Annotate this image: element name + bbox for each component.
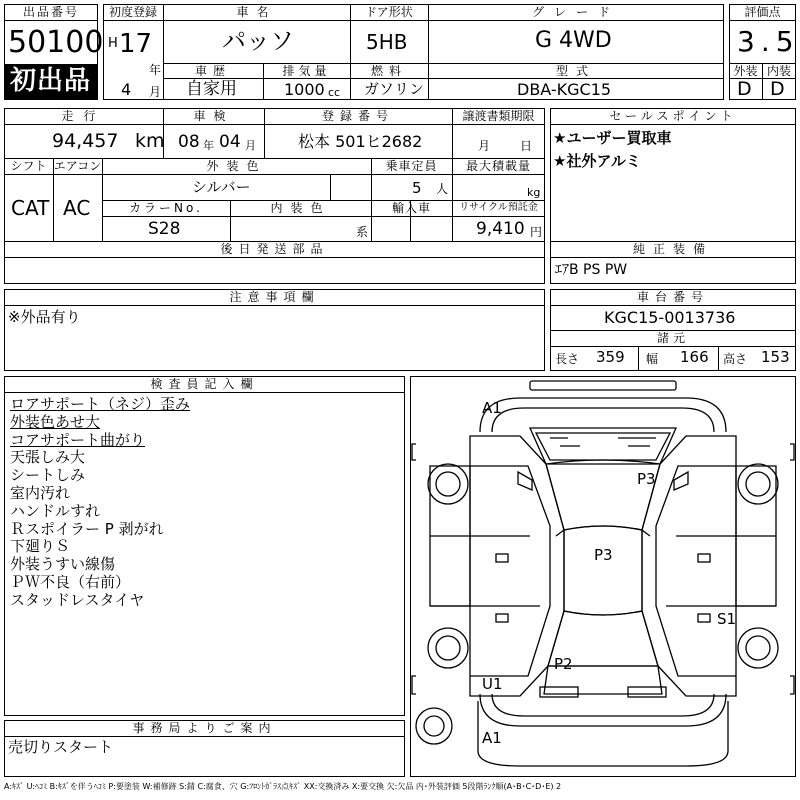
interior-grade: D bbox=[770, 78, 785, 100]
inspector-line: シートしみ bbox=[10, 466, 86, 485]
inspector-line: ロアサポート（ネジ）歪み bbox=[10, 395, 191, 413]
office-label: 事務局よりご案内 bbox=[132, 721, 277, 735]
aircon-value: AC bbox=[63, 196, 91, 220]
shift-label: シフト bbox=[10, 159, 47, 173]
grade-label: グレード bbox=[531, 5, 620, 19]
specs-label: 諸元 bbox=[656, 331, 689, 345]
width-value: 166 bbox=[680, 348, 709, 366]
lot-label: 出品番号 bbox=[22, 5, 79, 19]
ext-color-value: シルバー bbox=[192, 178, 251, 196]
year-value: 17 bbox=[119, 29, 153, 59]
fuel-label: 燃料 bbox=[370, 64, 407, 78]
year-unit: 年 bbox=[149, 63, 162, 77]
chassis-value: KGC15-0013736 bbox=[604, 308, 736, 327]
inspector-line: 天張しみ大 bbox=[10, 448, 86, 467]
damage-mark-p3-roof: P3 bbox=[594, 546, 613, 564]
load-label: 最大積載量 bbox=[465, 159, 531, 173]
month-unit: 月 bbox=[149, 85, 162, 99]
mileage-unit: km bbox=[135, 130, 165, 152]
displacement-label: 排気量 bbox=[282, 64, 331, 78]
color-no-label: カラーNo. bbox=[129, 201, 203, 215]
sales-point-1: ★ユーザー買取車 bbox=[553, 129, 672, 147]
score-label: 評価点 bbox=[744, 5, 781, 19]
damage-mark-p3-hood: P3 bbox=[637, 470, 656, 488]
mileage-label: 走行 bbox=[61, 109, 106, 123]
inspection-month: 04 bbox=[219, 132, 241, 152]
damage-mark-p2: P2 bbox=[554, 655, 573, 673]
reg-no-label: 登録番号 bbox=[321, 109, 394, 123]
int-color-unit: 系 bbox=[356, 225, 369, 239]
inspection-year: 08 bbox=[178, 132, 200, 152]
inspector-line: コアサポート曲がり bbox=[10, 430, 146, 449]
inspector-line: 外装うすい線傷 bbox=[10, 555, 116, 574]
inspector-label: 検査員記入欄 bbox=[150, 377, 259, 391]
color-no-value: S28 bbox=[148, 219, 181, 239]
damage-mark-a1-top: A1 bbox=[482, 399, 502, 417]
load-unit: kg bbox=[527, 186, 541, 199]
import-label: 輸入車 bbox=[391, 201, 431, 215]
first-reg-label: 初度登録 bbox=[108, 5, 157, 19]
inspector-line: スタッドレスタイヤ bbox=[10, 590, 145, 609]
score-value: 3.5 bbox=[737, 25, 800, 58]
first-listing-text: 初出品 bbox=[10, 66, 92, 96]
month-value: 4 bbox=[121, 80, 132, 99]
int-color-label: 内装色 bbox=[270, 201, 331, 215]
inspection-month-unit: 月 bbox=[245, 139, 256, 152]
length-label: 長さ bbox=[555, 352, 580, 366]
inspection-year-unit: 年 bbox=[203, 139, 214, 152]
car-diagram bbox=[410, 376, 796, 777]
door-value: 5HB bbox=[366, 30, 408, 54]
equipment-label: 純正装備 bbox=[632, 242, 713, 256]
reg-no-value: 松本 501ヒ2682 bbox=[298, 132, 423, 151]
inspection-label: 車検 bbox=[193, 109, 234, 123]
later-parts-label: 後日発送部品 bbox=[220, 242, 329, 256]
notes-label: 注意事項欄 bbox=[229, 290, 320, 304]
model-value: DBA-KGC15 bbox=[517, 80, 612, 99]
inspector-line: 下廻りＳ bbox=[10, 537, 71, 556]
fuel-value: ガソリン bbox=[364, 80, 425, 98]
ext-color-label: 外装色 bbox=[206, 159, 267, 173]
shift-value: CAT bbox=[11, 196, 50, 220]
transfer-month-unit: 月 bbox=[478, 139, 491, 153]
era-value: H bbox=[108, 36, 118, 51]
damage-mark-a1-bottom: A1 bbox=[482, 729, 502, 747]
sales-point-2: ★社外アルミ bbox=[553, 152, 641, 170]
width-label: 幅 bbox=[646, 352, 659, 366]
recycle-value: 9,410 bbox=[476, 219, 525, 239]
capacity-value: 5 bbox=[412, 179, 422, 197]
exterior-label: 外装 bbox=[733, 64, 758, 78]
lot-number: 50100 bbox=[8, 25, 104, 60]
model-label: 型式 bbox=[555, 64, 596, 78]
sales-label: セールスポイント bbox=[609, 109, 737, 123]
inspector-line: ハンドルすれ bbox=[10, 501, 101, 520]
inspector-line: Ｒスポイラー P 剥がれ bbox=[10, 519, 164, 538]
car-name: パッソ bbox=[222, 27, 294, 55]
capacity-label: 乗車定員 bbox=[385, 159, 438, 173]
recycle-label: リサイクル預託金 bbox=[459, 202, 538, 213]
damage-mark-u1: U1 bbox=[482, 675, 503, 693]
mileage-value: 94,457 bbox=[52, 130, 119, 152]
length-value: 359 bbox=[596, 348, 625, 366]
notes-value: ※外品有り bbox=[8, 308, 81, 326]
car-name-label: 車名 bbox=[236, 5, 277, 19]
recycle-unit: 円 bbox=[530, 225, 543, 239]
transfer-day-unit: 日 bbox=[520, 139, 533, 153]
displacement-unit: cc bbox=[328, 86, 341, 99]
door-label: ドア形状 bbox=[365, 5, 413, 19]
inspector-line: ＰＷ不良（右前） bbox=[10, 572, 131, 591]
interior-label: 内装 bbox=[766, 64, 791, 78]
height-label: 高さ bbox=[723, 352, 748, 366]
inspector-line: 室内汚れ bbox=[10, 483, 71, 502]
aircon-label: エアコン bbox=[53, 159, 102, 173]
transfer-deadline-label: 譲渡書類期限 bbox=[462, 109, 535, 123]
grade-value: G 4WD bbox=[535, 28, 612, 53]
displacement-value: 1000 bbox=[284, 80, 325, 99]
inspector-line: 外装色あせ大 bbox=[10, 412, 101, 431]
history-value: 自家用 bbox=[186, 79, 237, 99]
inspector-lines bbox=[10, 396, 190, 610]
exterior-grade: D bbox=[737, 78, 752, 100]
damage-mark-s1: S1 bbox=[717, 610, 737, 628]
history-label: 車歴 bbox=[194, 64, 231, 78]
height-value: 153 bbox=[761, 348, 790, 366]
footer-legend: A:ｷｽﾞ U:ﾍｺﾐ B:ｷｽﾞを伴うﾍｺﾐ P:要塗装 W:補修跡 S:錆 C:腐食、穴 G:ﾌﾛﾝﾄｶﾞﾗｽ点ｷｽﾞ XX:交換済み X:要交換 欠:欠品 内･外装評価 5段階ﾗﾝｸ順(A･B･C･D･E) 2 bbox=[4, 782, 562, 791]
office-value: 売切りスタート bbox=[8, 738, 114, 756]
equipment-value: ｴｱB PS PW bbox=[555, 262, 628, 278]
chassis-label: 車台番号 bbox=[636, 290, 709, 304]
capacity-unit: 人 bbox=[436, 182, 449, 196]
